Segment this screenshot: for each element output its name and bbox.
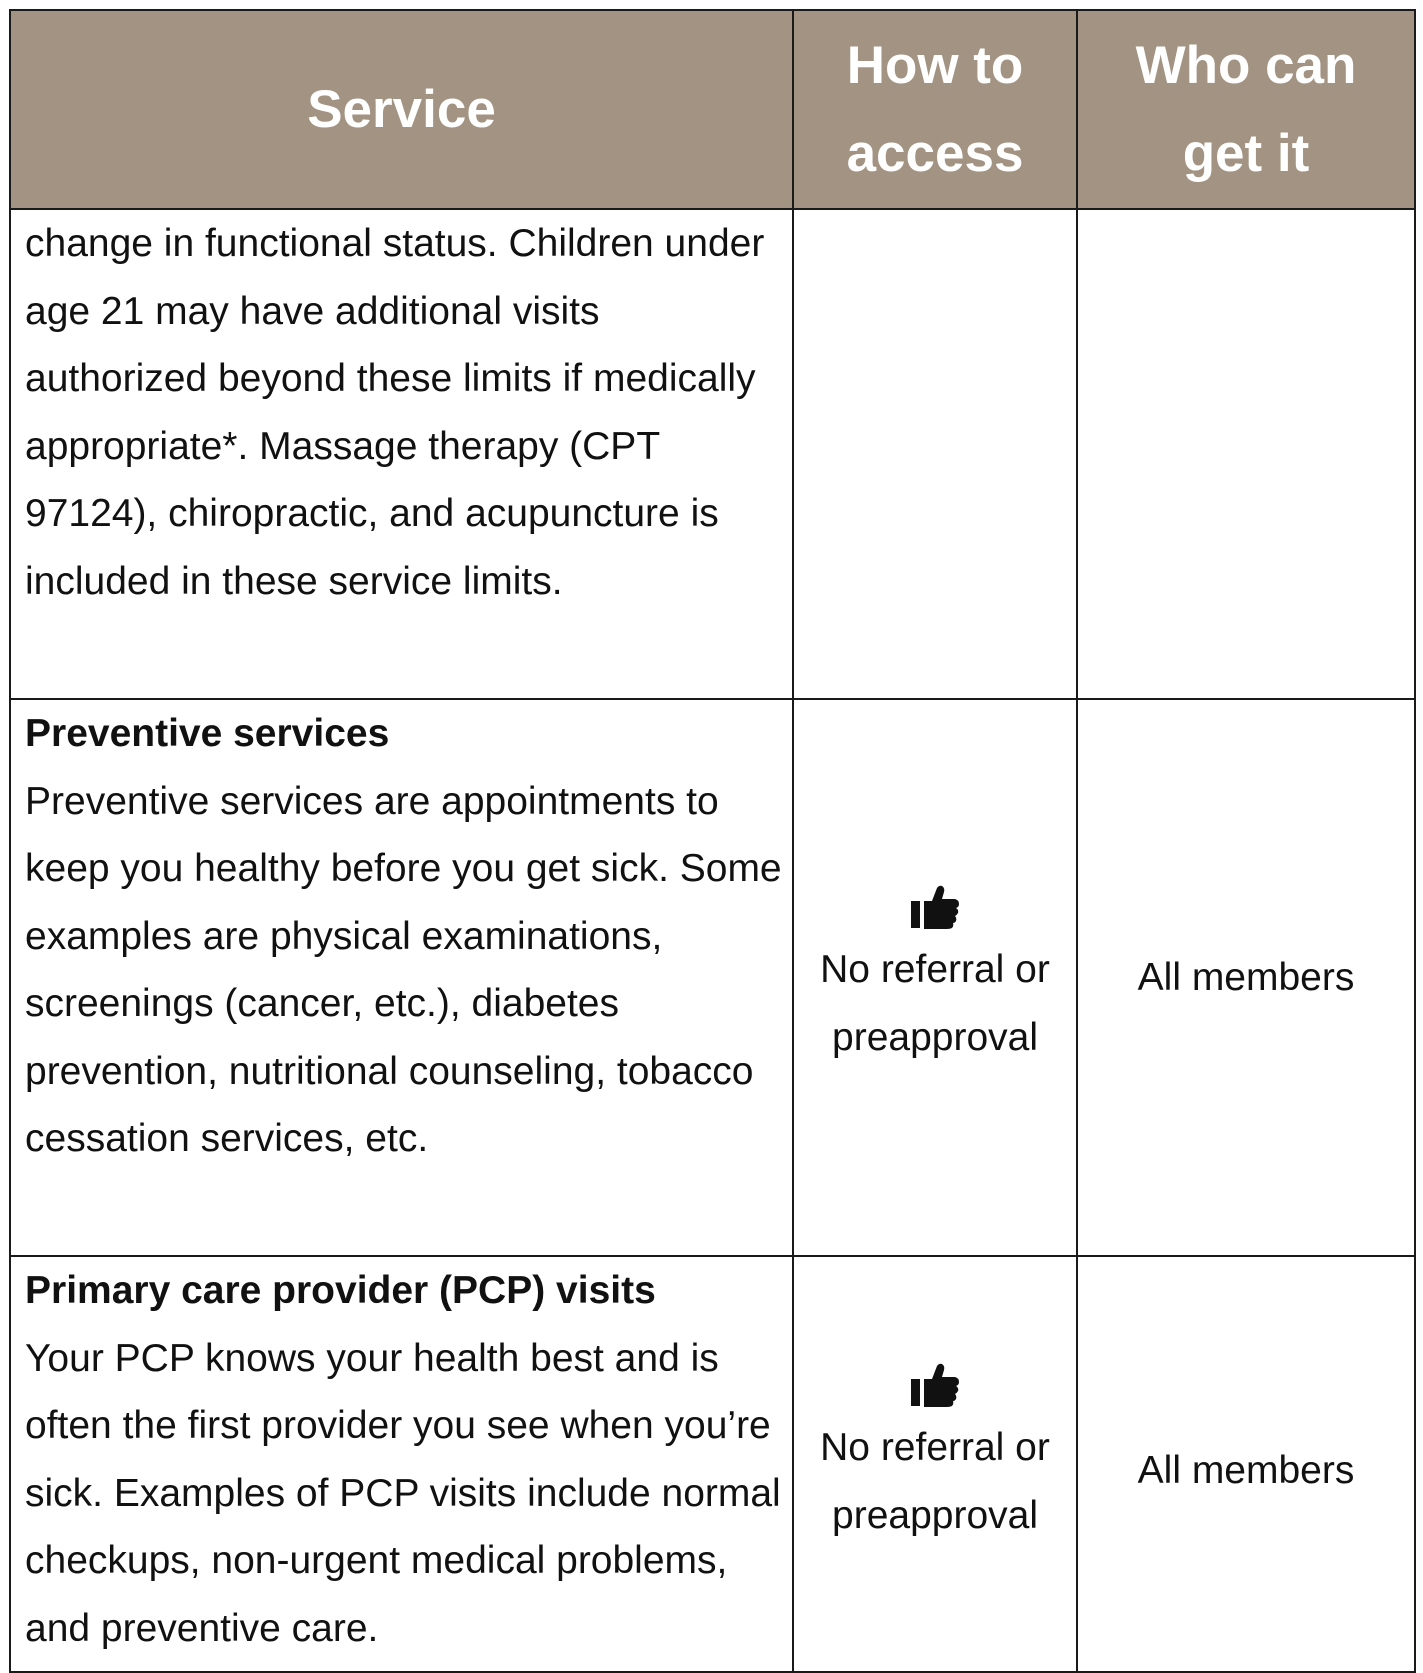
who-cell	[1077, 209, 1415, 699]
thumbs-up-icon	[909, 884, 961, 930]
service-description: Preventive services are appointments to keep you healthy before you get sick. Some examples are physical examinations, screenings (cancer, etc.), diabetes prevention, nutritional counseling, tobacco cessation services, etc.	[25, 779, 782, 1160]
access-cell	[793, 699, 1077, 1256]
access-line-1: No referral or	[820, 1426, 1050, 1469]
service-cell	[10, 209, 793, 699]
access-cell	[793, 1256, 1077, 1672]
service-title: Primary care provider (PCP) visits	[25, 1269, 656, 1312]
table-row	[10, 699, 1415, 1256]
who-cell	[1077, 699, 1415, 1256]
table-row	[10, 209, 1415, 699]
access-line-2: preapproval	[832, 1015, 1038, 1059]
access-cell	[793, 209, 1077, 699]
services-table	[9, 9, 1416, 1673]
access-line-2: preapproval	[832, 1493, 1038, 1537]
header-row	[10, 10, 1415, 209]
who-cell	[1077, 1256, 1415, 1672]
table-header	[10, 10, 1415, 209]
service-description: Your PCP knows your health best and is often the first provider you see when you’re sick. Examples of PCP visits include normal checkups, non-urgent medical problems, and preventive care.	[25, 1336, 781, 1650]
service-cell	[10, 1256, 793, 1672]
who-value: All members	[1137, 1449, 1355, 1492]
table-row	[10, 1256, 1415, 1672]
service-cell	[10, 699, 793, 1256]
who-value: All members	[1137, 955, 1355, 999]
header-how-to-access: How to access	[793, 10, 1077, 209]
service-title: Preventive services	[25, 712, 390, 755]
access-line-1: No referral or	[820, 948, 1050, 991]
header-who-can-get-it: Who can get it	[1077, 10, 1415, 209]
service-description: change in functional status. Children under age 21 may have additional visits authorized beyond these limits if medically appropriate*. Massage therapy (CPT 97124), chiropractic, and acupuncture is included in these service limits.	[25, 222, 765, 603]
thumbs-up-icon	[909, 1362, 961, 1408]
header-service: Service	[10, 10, 793, 209]
